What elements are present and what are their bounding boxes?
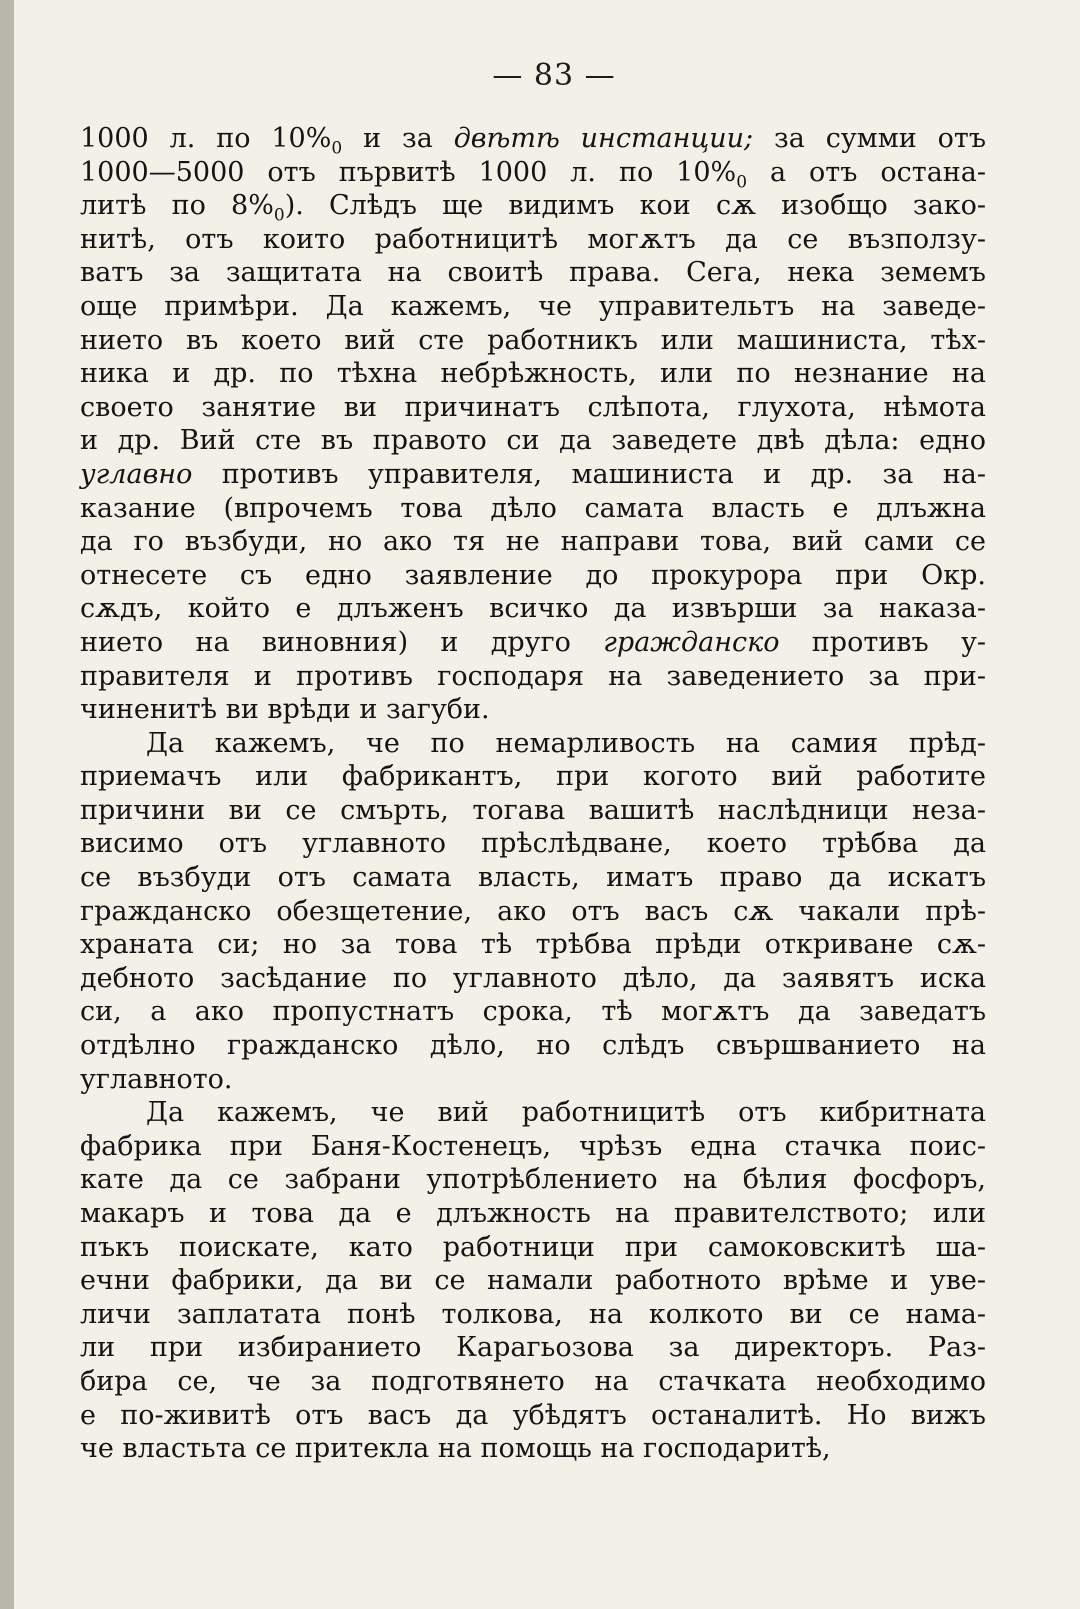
text-line <box>80 256 986 290</box>
emphasized-term: углавно <box>80 458 193 490</box>
text-line <box>80 1399 986 1433</box>
percent-subscript: 0 <box>331 138 343 159</box>
text-span: 1000—5000 отъ първитѣ 1000 л. по 10% <box>80 156 737 188</box>
text-span: се възбуди отъ самата власть, иматъ право да искатъ <box>80 862 986 894</box>
text-line <box>80 290 986 324</box>
text-span: е по-живитѣ отъ васъ да убѣдятъ останалитѣ. Но вижъ <box>80 1399 986 1431</box>
text-span: пъкъ поискате, като работници при самоковскитѣ ша- <box>80 1231 986 1263</box>
page-number: — 83 — <box>492 58 616 93</box>
text-span: ). Слѣдъ ще видимъ кои сѫ изобщо зако- <box>284 190 986 222</box>
text-line <box>80 693 986 727</box>
text-span: бира се, че за подготвянето на стачката необходимо <box>80 1365 986 1397</box>
text-span: отнесете съ едно заявление до прокурора при Окр. <box>80 559 986 591</box>
emphasized-term: двѣтѣ инстанции; <box>453 123 754 154</box>
text-span: отдѣлно гражданско дѣло, но слѣдъ свършванието на <box>80 1030 986 1062</box>
text-line <box>80 1197 986 1231</box>
text-line <box>80 794 986 828</box>
text-line <box>80 995 986 1029</box>
text-line <box>80 626 986 660</box>
text-line <box>80 1331 986 1365</box>
text-span: противъ у- <box>779 626 986 658</box>
text-line <box>80 1298 986 1332</box>
text-line <box>80 592 986 626</box>
text-line <box>80 357 986 391</box>
text-line <box>80 1063 986 1097</box>
body-text <box>80 122 986 1466</box>
text-span: гражданско обезщетение, ако отъ васъ сѫ чакали прѣ- <box>80 895 986 927</box>
text-span: нието на виновния) и друго <box>80 626 604 658</box>
text-line <box>80 156 986 190</box>
text-span: че властьта се притекла на помощь на господаритѣ, <box>80 1433 831 1465</box>
text-line <box>80 1163 986 1197</box>
text-line <box>80 189 986 226</box>
text-line <box>80 122 987 159</box>
text-span: Да кажемъ, че вий работницитѣ отъ кибритната <box>146 1097 986 1129</box>
text-span: ли при избиранието Карагьозова за директоръ. Раз- <box>80 1332 986 1364</box>
text-line <box>80 1231 986 1265</box>
text-span: нитѣ, отъ които работницитѣ могѫтъ да се възползу- <box>80 223 986 255</box>
text-span: своето занятие ви причинатъ слѣпота, глухота, нѣмота <box>80 391 986 423</box>
text-span: 1000 л. по 10% <box>80 123 332 154</box>
text-line <box>80 1029 986 1063</box>
text-span: макаръ и това да е длъжность на правителството; или <box>80 1198 986 1229</box>
text-span: нието въ което вий сте работникъ или машиниста, тѣх- <box>80 324 986 356</box>
text-span: си, а ако пропустнатъ срока, тѣ могѫтъ да заведатъ <box>80 996 986 1028</box>
text-span: углавното. <box>80 1063 233 1095</box>
text-span: сѫдъ, който е длъженъ всичко да извърши за наказа- <box>80 593 986 625</box>
text-span: причини ви се смърть, тогава вашитѣ наслѣдници неза- <box>80 794 986 826</box>
text-span: висимо отъ углавното прѣслѣдване, което трѣбва да <box>80 828 986 860</box>
text-span: ечни фабрики, да ви се намали работното врѣме и уве- <box>80 1265 986 1297</box>
text-line <box>80 727 986 761</box>
text-line <box>80 1365 986 1399</box>
text-line <box>80 559 986 593</box>
text-span: за сумми отъ <box>753 123 987 154</box>
text-line <box>80 458 986 492</box>
text-line <box>80 223 986 257</box>
text-span: да го възбуди, но ако тя не направи това, вий сами се <box>80 526 986 558</box>
text-span: личи заплатата понѣ толкова, на колкото ви се нама- <box>80 1298 986 1330</box>
text-line <box>80 928 986 962</box>
text-line <box>80 760 986 794</box>
text-line <box>80 324 986 358</box>
text-span: приемачъ или фабрикантъ, при когото вий работите <box>80 761 986 793</box>
text-span: казание (впрочемъ това дѣло самата власть е длъжна <box>80 492 986 524</box>
text-span: литѣ по 8% <box>80 190 274 222</box>
text-line <box>80 861 986 895</box>
text-line <box>80 827 986 861</box>
text-span: и за <box>342 123 454 154</box>
text-line <box>80 1130 986 1164</box>
text-line <box>80 895 986 929</box>
percent-subscript: 0 <box>273 205 285 226</box>
text-span: а отъ остана- <box>747 156 987 188</box>
text-span: чиненитѣ ви врѣди и загуби. <box>80 694 490 726</box>
text-line <box>80 1096 986 1130</box>
text-span: фабрика при Баня-Костенецъ, чрѣзъ една стачка поис- <box>80 1130 986 1162</box>
text-span: още примѣри. Да кажемъ, че управительтъ на заведе- <box>80 290 986 322</box>
text-line <box>80 424 986 458</box>
text-line <box>80 492 986 526</box>
text-line <box>80 1264 986 1298</box>
text-span: и др. Вий сте въ правото си да заведете двѣ дѣла: едно <box>80 425 986 457</box>
text-line <box>80 962 986 996</box>
text-span: правителя и противъ господаря на заведението за при- <box>80 660 986 692</box>
text-span: ватъ за защитата на своитѣ права. Сега, нека земемъ <box>80 257 986 289</box>
text-span: кате да се забрани употрѣблението на бѣлия фосфоръ, <box>80 1164 986 1196</box>
text-span: противъ управителя, машиниста и др. за на- <box>192 458 986 490</box>
percent-subscript: 0 <box>736 171 748 192</box>
text-line <box>80 391 986 425</box>
text-line <box>80 525 986 559</box>
emphasized-term: гражданско <box>603 626 780 658</box>
text-span: дебното засѣдание по углавното дѣло, да заявятъ иска <box>80 962 986 994</box>
text-line <box>80 1432 986 1466</box>
text-span: храната си; но за това тѣ трѣбва прѣди откриване сѫ- <box>80 929 986 961</box>
text-span: Да кажемъ, че по немарливость на самия прѣд- <box>146 727 986 759</box>
text-line <box>80 660 986 694</box>
text-span: ника и др. по тѣхна небрѣжность, или по незнание на <box>80 358 986 390</box>
